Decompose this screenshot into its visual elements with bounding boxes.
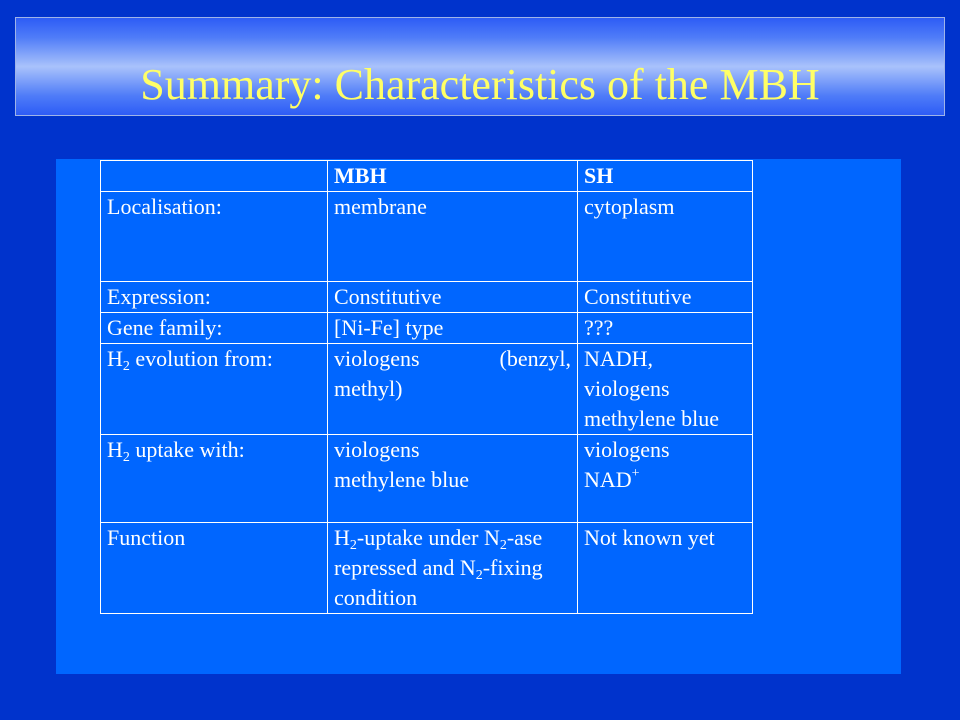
sh-cell: cytoplasm: [578, 192, 753, 282]
sh-cell: Constitutive: [578, 282, 753, 313]
mbh-cell: [Ni-Fe] type: [328, 313, 578, 344]
row-label: $H_2$ uptake with:: [101, 435, 328, 523]
table-row-localisation: [101, 192, 753, 282]
table-row-h2-uptake: [101, 435, 753, 523]
table-row-function: [101, 523, 753, 614]
mbh-cell: viologens methylene blue: [328, 435, 578, 523]
table-row-expression: [101, 282, 753, 313]
title-banner: [15, 17, 945, 116]
row-label: Localisation:: [101, 192, 328, 282]
comparison-table: [100, 160, 753, 614]
row-label: $H_2$ evolution from:: [101, 344, 328, 435]
table-row-gene-family: [101, 313, 753, 344]
mbh-cell: membrane: [328, 192, 578, 282]
header-cell-mbh: MBH: [328, 161, 578, 192]
sh-cell: Not known yet: [578, 523, 753, 614]
table-row-h2-evolution: [101, 344, 753, 435]
mbh-cell: $H_2$-uptake under $N_2$-ase repressed and $N_2$-fixing condition: [328, 523, 578, 614]
sh-cell: ???: [578, 313, 753, 344]
header-cell-sh: SH: [578, 161, 753, 192]
row-label: Function: [101, 523, 328, 614]
slide-title: Summary: Characteristics of the MBH: [140, 60, 820, 109]
row-label: Gene family:: [101, 313, 328, 344]
sh-cell: viologens NAD+: [578, 435, 753, 523]
row-label: Expression:: [101, 282, 328, 313]
mbh-cell: Constitutive: [328, 282, 578, 313]
table-panel: [56, 159, 901, 674]
sh-cell: NADH, viologens methylene blue: [578, 344, 753, 435]
header-cell-empty: [101, 161, 328, 192]
table-header-row: [101, 161, 753, 192]
mbh-cell: viologens (benzyl, methyl): [328, 344, 578, 435]
